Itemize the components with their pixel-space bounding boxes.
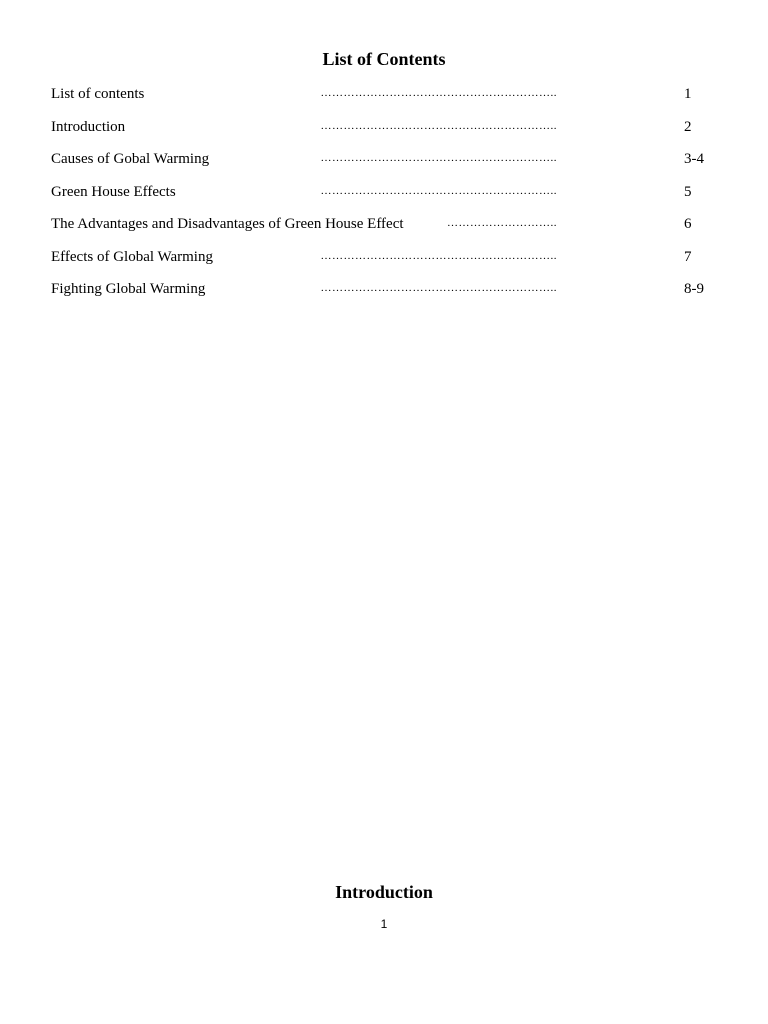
toc-entry bbox=[51, 86, 731, 119]
toc-entry-label: List of contents bbox=[51, 86, 148, 103]
toc-dot-leader: ……………………….. bbox=[447, 217, 557, 229]
toc-entry-page: 2 bbox=[684, 118, 692, 135]
toc-entry-page: 1 bbox=[684, 86, 692, 102]
toc-dot-leader: …………………………………………………….. bbox=[320, 119, 557, 132]
toc-entry bbox=[51, 119, 731, 152]
toc-entry bbox=[51, 151, 731, 184]
toc-entry bbox=[51, 249, 731, 282]
toc-entry bbox=[51, 216, 731, 249]
toc-dot-leader: …………………………………………………….. bbox=[320, 184, 557, 197]
toc-entry bbox=[51, 184, 731, 217]
table-of-contents bbox=[51, 86, 731, 314]
toc-dot-leader: …………………………………………………….. bbox=[320, 152, 557, 164]
toc-entry-label: Effects of Global Warming bbox=[51, 249, 217, 266]
page-title: List of Contents bbox=[322, 49, 446, 69]
toc-entry-label: Fighting Global Warming bbox=[51, 281, 209, 298]
toc-entry bbox=[51, 281, 731, 314]
toc-entry-label: Introduction bbox=[51, 119, 129, 136]
toc-entry-label: The Advantages and Disadvantages of Green House Effect bbox=[51, 216, 408, 233]
toc-entry-page: 5 bbox=[684, 183, 692, 200]
toc-dot-leader: …………………………………………………….. bbox=[320, 282, 557, 294]
toc-entry-label: Green House Effects bbox=[51, 184, 180, 201]
toc-entry-label: Causes of Gobal Warming bbox=[51, 151, 213, 168]
toc-entry-page: 8-9 bbox=[684, 281, 704, 297]
page-number: 1 bbox=[380, 917, 388, 931]
toc-entry-page: 7 bbox=[684, 248, 692, 265]
toc-entry-page: 6 bbox=[684, 216, 692, 232]
toc-entry-page: 3-4 bbox=[684, 151, 704, 167]
toc-dot-leader: …………………………………………………….. bbox=[320, 87, 557, 99]
section-heading: Introduction bbox=[335, 882, 433, 902]
toc-dot-leader: …………………………………………………….. bbox=[320, 249, 557, 262]
